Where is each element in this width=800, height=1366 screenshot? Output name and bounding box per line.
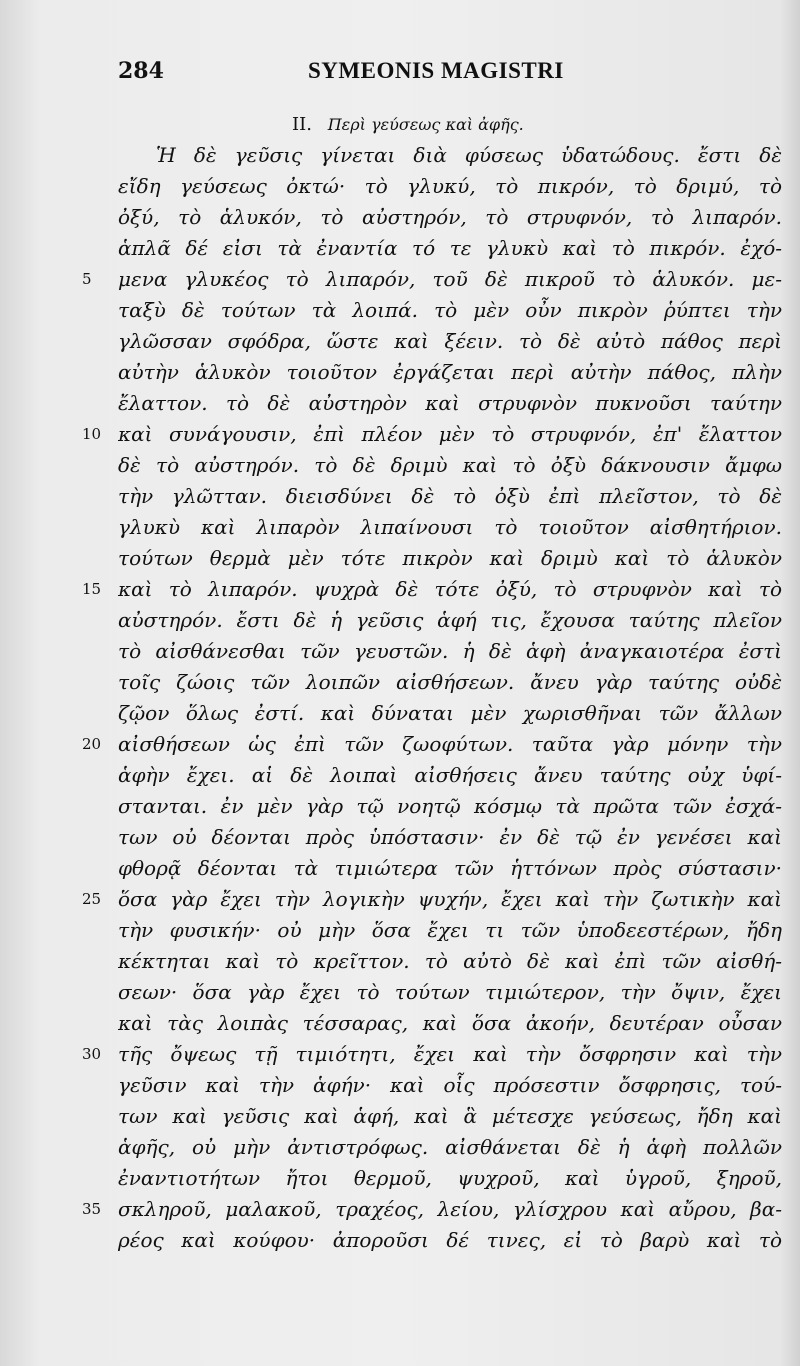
text-line: των καὶ γεῦσις καὶ ἁφή, καὶ ἃ μέτεσχε γεύσεως, ἤδη καὶ	[118, 1104, 782, 1128]
text-line: αὐτὴν ἁλυκὸν τοιοῦτον ἐργάζεται περὶ αὐτὴν πάθος, πλὴν	[118, 360, 782, 384]
text-line: σκληροῦ, μαλακοῦ, τραχέος, λείου, γλίσχρου καὶ αὔρου, βα-	[118, 1197, 782, 1221]
section-title: Περὶ γεύσεως καὶ ἀφῆς.	[327, 115, 524, 134]
text-line: μενα γλυκέος τὸ λιπαρόν, τοῦ δὲ πικροῦ τὸ ἁλυκόν. με-	[118, 267, 782, 291]
text-line: καὶ συνάγουσιν, ἐπὶ πλέον μὲν τὸ στρυφνόν, ἐπ' ἔλαττον	[118, 422, 782, 446]
running-head: SYMEONIS MAGISTRI	[308, 58, 564, 83]
line-number: 5	[82, 270, 92, 288]
text-line: ἁπλᾶ δέ εἰσι τὰ ἐναντία τό τε γλυκὺ καὶ τὸ πικρόν. ἐχό-	[118, 236, 782, 260]
text-line: αὐστηρόν. ἔστι δὲ ἡ γεῦσις ἁφή τις, ἔχουσα ταύτης πλεῖον	[118, 608, 782, 632]
text-line: εἴδη γεύσεως ὀκτώ· τὸ γλυκύ, τὸ πικρόν, τὸ δριμύ, τὸ	[118, 174, 782, 198]
section-number: II.	[292, 114, 312, 135]
line-number: 35	[82, 1200, 102, 1218]
text-line: των οὐ δέονται πρὸς ὑπόστασιν· ἐν δὲ τῷ ἐν γενέσει καὶ	[118, 825, 782, 849]
line-number: 20	[82, 735, 102, 753]
text-line: τὴν γλῶτταν. διεισδύνει δὲ τὸ ὀξὺ ἐπὶ πλεῖστον, τὸ δὲ	[118, 484, 782, 508]
line-number: 25	[82, 890, 102, 908]
text-line: γλῶσσαν σφόδρα, ὥστε καὶ ξέειν. τὸ δὲ αὐτὸ πάθος περὶ	[118, 329, 782, 353]
text-line: κέκτηται καὶ τὸ κρεῖττον. τὸ αὐτὸ δὲ καὶ ἐπὶ τῶν αἰσθή-	[118, 949, 782, 973]
text-line: ζῷον ὅλως ἐστί. καὶ δύναται μὲν χωρισθῆναι τῶν ἄλλων	[118, 701, 782, 725]
text-line: ἁφὴν ἔχει. αἱ δὲ λοιπαὶ αἰσθήσεις ἄνευ ταύτης οὐχ ὑφί-	[118, 763, 782, 787]
text-line: Ἡ δὲ γεῦσις γίνεται διὰ φύσεως ὑδατώδους. ἔστι δὲ	[156, 143, 782, 167]
text-line: στανται. ἐν μὲν γὰρ τῷ νοητῷ κόσμῳ τὰ πρῶτα τῶν ἐσχά-	[118, 794, 782, 818]
text-line: σεων· ὅσα γὰρ ἔχει τὸ τούτων τιμιώτερον, τὴν ὄψιν, ἔχει	[118, 980, 782, 1004]
text-line: καὶ τὸ λιπαρόν. ψυχρὰ δὲ τότε ὀξύ, τὸ στρυφνὸν καὶ τὸ	[118, 577, 782, 601]
text-line: δὲ τὸ αὐστηρόν. τὸ δὲ δριμὺ καὶ τὸ ὀξὺ δάκνουσιν ἄμφω	[118, 453, 782, 477]
page-header	[0, 58, 800, 92]
text-line: ρέος καὶ κούφου· ἀποροῦσι δέ τινες, εἰ τὸ βαρὺ καὶ τὸ	[118, 1228, 782, 1252]
page-number: 284	[118, 58, 164, 84]
line-number: 15	[82, 580, 102, 598]
text-line: γλυκὺ καὶ λιπαρὸν λιπαίνουσι τὸ τοιοῦτον αἰσθητήριον.	[118, 515, 782, 539]
text-line	[118, 1256, 782, 1286]
text-line: ἔλαττον. τὸ δὲ αὐστηρὸν καὶ στρυφνὸν πυκνοῦσι ταύτην	[118, 391, 782, 415]
text-line: ταξὺ δὲ τούτων τὰ λοιπά. τὸ μὲν οὖν πικρὸν ῥύπτει τὴν	[118, 298, 782, 322]
line-number: 30	[82, 1045, 102, 1063]
text-line: τοῖς ζώοις τῶν λοιπῶν αἰσθήσεων. ἄνευ γὰρ ταύτης οὐδὲ	[118, 670, 782, 694]
line-number: 10	[82, 425, 102, 443]
text-line: καὶ τὰς λοιπὰς τέσσαρας, καὶ ὅσα ἀκοήν, δευτέραν οὖσαν	[118, 1011, 782, 1035]
text-line: φθορᾷ δέονται τὰ τιμιώτερα τῶν ἡττόνων πρὸς σύστασιν·	[118, 856, 782, 880]
text-line: γεῦσιν καὶ τὴν ἁφήν· καὶ οἷς πρόσεστιν ὄσφρησις, τού-	[118, 1073, 782, 1097]
text-line: τὸ αἰσθάνεσθαι τῶν γευστῶν. ἡ δὲ ἁφὴ ἀναγκαιοτέρα ἐστὶ	[118, 639, 782, 663]
text-line: αἰσθήσεων ὡς ἐπὶ τῶν ζωοφύτων. ταῦτα γὰρ μόνην τὴν	[118, 732, 782, 756]
section-heading	[292, 114, 524, 135]
text-line: ὅσα γὰρ ἔχει τὴν λογικὴν ψυχήν, ἔχει καὶ τὴν ζωτικὴν καὶ	[118, 887, 782, 911]
text-line: τὴν φυσικήν· οὐ μὴν ὅσα ἔχει τι τῶν ὑποδεεστέρων, ἤδη	[118, 918, 782, 942]
text-line: τούτων θερμὰ μὲν τότε πικρὸν καὶ δριμὺ καὶ τὸ ἁλυκὸν	[118, 546, 782, 570]
text-line: ἁφῆς, οὐ μὴν ἀντιστρόφως. αἰσθάνεται δὲ ἡ ἁφὴ πολλῶν	[118, 1135, 782, 1159]
text-line: ἐναντιοτήτων ἤτοι θερμοῦ, ψυχροῦ, καὶ ὑγροῦ, ξηροῦ,	[118, 1166, 782, 1190]
text-line: τῆς ὄψεως τῇ τιμιότητι, ἔχει καὶ τὴν ὄσφρησιν καὶ τὴν	[118, 1042, 782, 1066]
text-line: ὀξύ, τὸ ἁλυκόν, τὸ αὐστηρόν, τὸ στρυφνόν, τὸ λιπαρόν.	[118, 205, 782, 229]
